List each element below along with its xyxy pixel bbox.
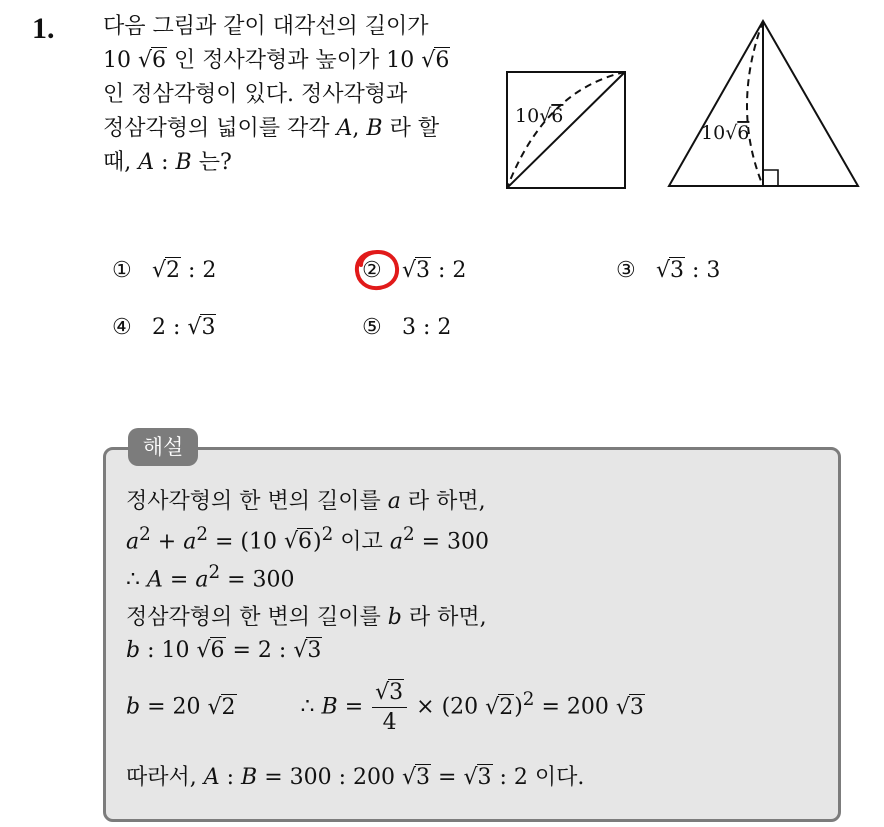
- question-text: [103, 10, 493, 180]
- question-line-4: 정삼각형의 넓이를 각각 A, B 라 할: [103, 116, 440, 141]
- choice-3[interactable]: ③ √3 : 3: [616, 258, 721, 283]
- solution-line-1: 정사각형의 한 변의 길이를 a 라 하면,: [126, 489, 486, 514]
- choice-4[interactable]: ④ 2 : √3: [112, 315, 216, 340]
- question-line-1: 다음 그림과 같이 대각선의 길이가: [103, 14, 429, 39]
- solution-line-3: ∴ $A = a^2 = 300$: [126, 562, 295, 593]
- solution-line-5: b : 10 √6 = 2 : √3: [126, 638, 322, 663]
- solution-line-4: 정삼각형의 한 변의 길이를 b 라 하면,: [126, 605, 487, 630]
- choice-2[interactable]: ② √3 : 2: [362, 258, 467, 283]
- right-angle-mark: [763, 170, 778, 186]
- triangle-height-label: 10√6: [701, 122, 750, 144]
- fraction: $\frac{√3}{4}$: [372, 680, 407, 735]
- choice-5[interactable]: ⑤ 3 : 2: [362, 315, 452, 340]
- solution-line-7: 따라서, A : B = 300 : 200 √3 = √3 : 2 이다.: [126, 765, 585, 790]
- question-line-3: 인 정삼각형이 있다. 정사각형과: [103, 82, 408, 107]
- question-number: 1.: [32, 12, 55, 45]
- square-diagonal-label: 10√6: [515, 105, 564, 127]
- solution-tab: 해설: [128, 428, 198, 466]
- question-line-5: 때, A : B 는?: [103, 150, 232, 175]
- square-figure: [505, 70, 629, 192]
- answer-circle-mark: [352, 247, 402, 293]
- solution-line-2: $a^2 + a^2 = (10$ √6)$^2$ 이고 $a^2 = 300$: [126, 524, 490, 555]
- sqrt-expression: √6: [138, 48, 167, 73]
- square-diagonal: [507, 72, 625, 188]
- question-line-2: 10 √6 인 정사각형과 높이가 10 √6: [103, 48, 450, 73]
- solution-line-6: b = 20 √2 ∴ B = $\frac{√3}{4}$ × (20 √2)$^2$ = 200 √3: [126, 680, 644, 735]
- triangle-figure: [666, 18, 862, 190]
- choice-1[interactable]: ① √2 : 2: [112, 258, 217, 283]
- sqrt-expression: √6: [421, 48, 450, 73]
